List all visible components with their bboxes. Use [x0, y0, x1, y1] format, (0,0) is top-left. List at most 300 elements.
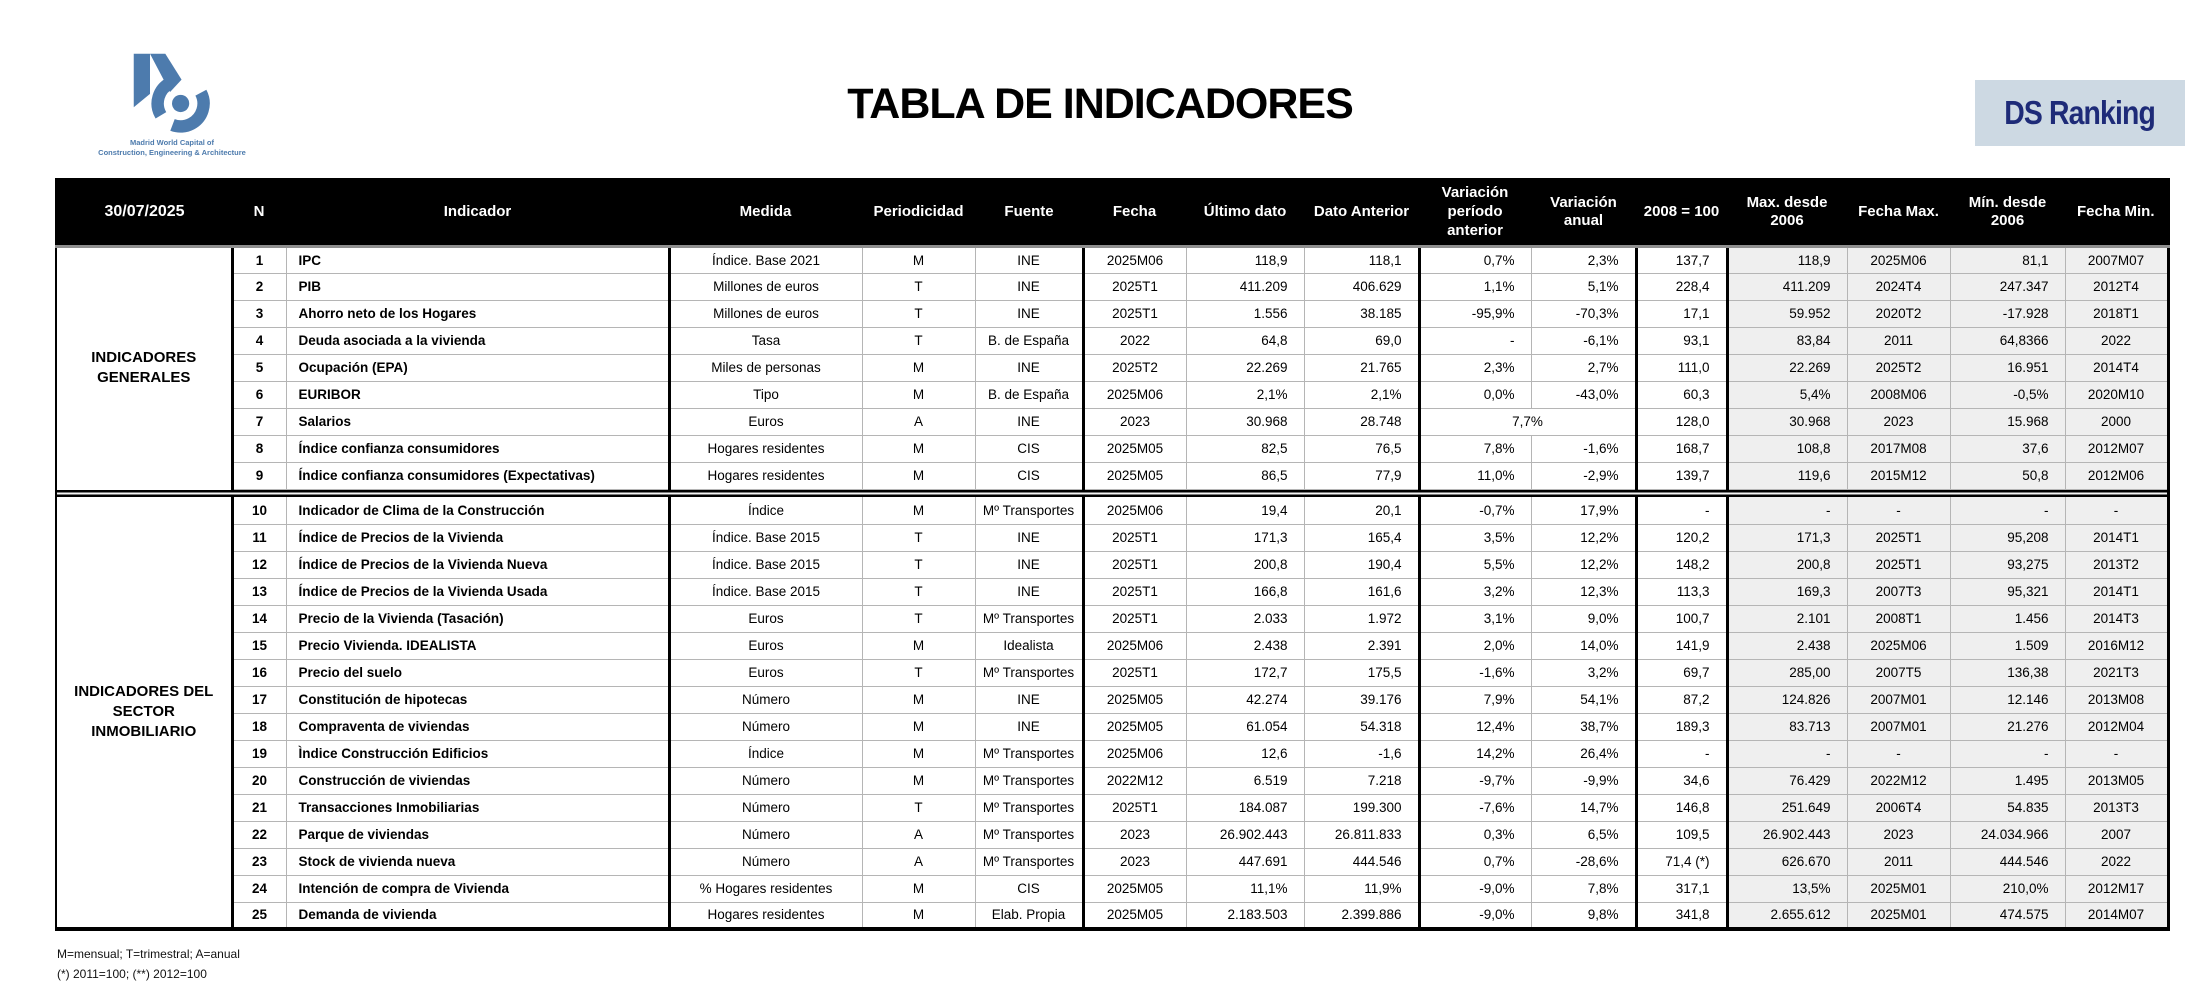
cell-fecha: 2025T1: [1083, 524, 1186, 551]
cell-variacion-anual: -2,9%: [1531, 462, 1636, 489]
cell-max-desde-2006: 626.670: [1727, 848, 1847, 875]
cell-ultimo-dato: 118,9: [1186, 246, 1304, 273]
cell-variacion-periodo: -0,7%: [1419, 497, 1531, 524]
cell-periodicidad: A: [862, 408, 975, 435]
cell-fecha: 2025M05: [1083, 902, 1186, 929]
cell-2008-100: 137,7: [1636, 246, 1727, 273]
cell-ultimo-dato: 22.269: [1186, 354, 1304, 381]
column-header: 2008 = 100: [1636, 179, 1727, 246]
cell-variacion-periodo: 5,5%: [1419, 551, 1531, 578]
cell-periodicidad: M: [862, 875, 975, 902]
cell-n: 23: [232, 848, 286, 875]
cell-variacion-anual: 6,5%: [1531, 821, 1636, 848]
cell-indicador: Precio Vivienda. IDEALISTA: [286, 632, 669, 659]
cell-variacion-anual: 12,2%: [1531, 524, 1636, 551]
cell-fuente: INE: [975, 578, 1083, 605]
table-row: [56, 551, 2168, 578]
cell-dato-anterior: 28.748: [1304, 408, 1419, 435]
cell-max-desde-2006: 2.101: [1727, 605, 1847, 632]
cell-2008-100: 141,9: [1636, 632, 1727, 659]
cell-variacion-anual: 26,4%: [1531, 740, 1636, 767]
cell-medida: Miles de personas: [669, 354, 862, 381]
cell-variacion-periodo: 1,1%: [1419, 273, 1531, 300]
cell-indicador: Índice confianza consumidores (Expectativas): [286, 462, 669, 489]
cell-2008-100: 139,7: [1636, 462, 1727, 489]
cell-2008-100: 317,1: [1636, 875, 1727, 902]
cell-max-desde-2006: 59.952: [1727, 300, 1847, 327]
cell-fecha-min: 2012M06: [2065, 462, 2168, 489]
cell-fecha-min: 2016M12: [2065, 632, 2168, 659]
cell-variacion-periodo: -9,0%: [1419, 902, 1531, 929]
cell-medida: Número: [669, 686, 862, 713]
table-row: [56, 821, 2168, 848]
table-row: [56, 246, 2168, 273]
cell-periodicidad: M: [862, 435, 975, 462]
cell-dato-anterior: 76,5: [1304, 435, 1419, 462]
cell-variacion-anual: 9,0%: [1531, 605, 1636, 632]
cell-periodicidad: T: [862, 659, 975, 686]
cell-periodicidad: M: [862, 632, 975, 659]
cell-ultimo-dato: 61.054: [1186, 713, 1304, 740]
column-header: 30/07/2025: [56, 179, 232, 246]
cell-n: 6: [232, 381, 286, 408]
cell-variacion-periodo: 7,8%: [1419, 435, 1531, 462]
cell-medida: Número: [669, 794, 862, 821]
cell-fecha: 2023: [1083, 848, 1186, 875]
cell-fecha-min: 2014M07: [2065, 902, 2168, 929]
column-header: Último dato: [1186, 179, 1304, 246]
cell-medida: Número: [669, 767, 862, 794]
column-header: Periodicidad: [862, 179, 975, 246]
cell-fuente: Mº Transportes: [975, 659, 1083, 686]
cell-2008-100: 17,1: [1636, 300, 1727, 327]
page-title: TABLA DE INDICADORES: [847, 80, 1353, 128]
column-header: Variación anual: [1531, 179, 1636, 246]
cell-periodicidad: M: [862, 246, 975, 273]
table-row: [56, 497, 2168, 524]
cell-indicador: Demanda de vivienda: [286, 902, 669, 929]
cell-fuente: INE: [975, 246, 1083, 273]
cell-min-desde-2006: 37,6: [1950, 435, 2065, 462]
cell-ultimo-dato: 447.691: [1186, 848, 1304, 875]
cell-fecha-min: 2014T1: [2065, 578, 2168, 605]
cell-fecha: 2025M06: [1083, 632, 1186, 659]
cell-n: 11: [232, 524, 286, 551]
cell-fecha-max: 2024T4: [1847, 273, 1950, 300]
cell-fecha-min: 2007M07: [2065, 246, 2168, 273]
cell-periodicidad: M: [862, 497, 975, 524]
cell-fuente: Mº Transportes: [975, 605, 1083, 632]
table-row: [56, 462, 2168, 489]
cell-n: 1: [232, 246, 286, 273]
cell-variacion-anual: 2,3%: [1531, 246, 1636, 273]
cell-variacion-anual: -28,6%: [1531, 848, 1636, 875]
cell-dato-anterior: 38.185: [1304, 300, 1419, 327]
cell-fecha-min: 2012M17: [2065, 875, 2168, 902]
cell-fecha: 2025T1: [1083, 794, 1186, 821]
cell-min-desde-2006: 1.495: [1950, 767, 2065, 794]
cell-variacion-periodo: 0,7%: [1419, 246, 1531, 273]
table-row: [56, 740, 2168, 767]
cell-fuente: Mº Transportes: [975, 821, 1083, 848]
cell-variacion-periodo: 11,0%: [1419, 462, 1531, 489]
cell-n: 20: [232, 767, 286, 794]
cell-medida: Hogares residentes: [669, 462, 862, 489]
cell-fecha-min: 2007: [2065, 821, 2168, 848]
cell-fecha-min: 2013T2: [2065, 551, 2168, 578]
cell-fecha-min: 2013T3: [2065, 794, 2168, 821]
cell-n: 9: [232, 462, 286, 489]
cell-dato-anterior: 11,9%: [1304, 875, 1419, 902]
cell-ultimo-dato: 171,3: [1186, 524, 1304, 551]
cell-ultimo-dato: 411.209: [1186, 273, 1304, 300]
cell-fuente: INE: [975, 686, 1083, 713]
cell-n: 15: [232, 632, 286, 659]
table-row: [56, 659, 2168, 686]
cell-variacion-periodo: -9,7%: [1419, 767, 1531, 794]
footnote-base-years: (*) 2011=100; (**) 2012=100: [57, 966, 207, 981]
column-header: N: [232, 179, 286, 246]
cell-fecha-max: 2025M06: [1847, 246, 1950, 273]
cell-fuente: Mº Transportes: [975, 497, 1083, 524]
cell-ultimo-dato: 2.033: [1186, 605, 1304, 632]
cell-ultimo-dato: 82,5: [1186, 435, 1304, 462]
cell-indicador: Índice de Precios de la Vivienda Nueva: [286, 551, 669, 578]
cell-2008-100: 341,8: [1636, 902, 1727, 929]
cell-fecha-max: 2023: [1847, 821, 1950, 848]
cell-n: 19: [232, 740, 286, 767]
cell-dato-anterior: 190,4: [1304, 551, 1419, 578]
cell-fuente: INE: [975, 354, 1083, 381]
cell-2008-100: 146,8: [1636, 794, 1727, 821]
cell-max-desde-2006: 171,3: [1727, 524, 1847, 551]
cell-variacion-periodo: 0,3%: [1419, 821, 1531, 848]
cell-min-desde-2006: 54.835: [1950, 794, 2065, 821]
cell-periodicidad: T: [862, 551, 975, 578]
cell-ultimo-dato: 200,8: [1186, 551, 1304, 578]
group-label: INDICADORES DEL SECTOR INMOBILIARIO: [56, 497, 232, 929]
cell-ultimo-dato: 2,1%: [1186, 381, 1304, 408]
cell-max-desde-2006: 108,8: [1727, 435, 1847, 462]
cell-medida: Hogares residentes: [669, 902, 862, 929]
cell-n: 4: [232, 327, 286, 354]
table-row: [56, 408, 2168, 435]
cell-fuente: INE: [975, 300, 1083, 327]
cell-max-desde-2006: 30.968: [1727, 408, 1847, 435]
cell-min-desde-2006: 247.347: [1950, 273, 2065, 300]
cell-dato-anterior: 21.765: [1304, 354, 1419, 381]
cell-fecha: 2025T1: [1083, 273, 1186, 300]
cell-dato-anterior: 39.176: [1304, 686, 1419, 713]
column-header: Indicador: [286, 179, 669, 246]
cell-medida: Índice: [669, 740, 862, 767]
cell-fecha-max: 2025M01: [1847, 902, 1950, 929]
cell-variacion-periodo: -1,6%: [1419, 659, 1531, 686]
cell-min-desde-2006: 95,208: [1950, 524, 2065, 551]
column-header: Fecha Min.: [2065, 179, 2168, 246]
cell-fuente: INE: [975, 408, 1083, 435]
cell-max-desde-2006: 119,6: [1727, 462, 1847, 489]
table-row: [56, 354, 2168, 381]
cell-min-desde-2006: 1.509: [1950, 632, 2065, 659]
cell-fuente: INE: [975, 551, 1083, 578]
cell-n: 7: [232, 408, 286, 435]
cell-min-desde-2006: 81,1: [1950, 246, 2065, 273]
cell-ultimo-dato: 2.183.503: [1186, 902, 1304, 929]
cell-periodicidad: M: [862, 686, 975, 713]
cell-indicador: Parque de viviendas: [286, 821, 669, 848]
cell-fecha-max: 2015M12: [1847, 462, 1950, 489]
cell-fuente: Mº Transportes: [975, 740, 1083, 767]
table-row: [56, 632, 2168, 659]
table-row: [56, 902, 2168, 929]
column-header: Dato Anterior: [1304, 179, 1419, 246]
cell-min-desde-2006: 15.968: [1950, 408, 2065, 435]
cell-max-desde-2006: 124.826: [1727, 686, 1847, 713]
cell-fecha-max: 2023: [1847, 408, 1950, 435]
cell-min-desde-2006: -: [1950, 740, 2065, 767]
logo-caption-line1: Madrid World Capital of: [129, 138, 215, 147]
cell-min-desde-2006: 210,0%: [1950, 875, 2065, 902]
cell-periodicidad: T: [862, 524, 975, 551]
cell-fecha: 2025M05: [1083, 713, 1186, 740]
cell-fuente: Mº Transportes: [975, 767, 1083, 794]
cell-max-desde-2006: 285,00: [1727, 659, 1847, 686]
cell-fecha-max: -: [1847, 497, 1950, 524]
cell-medida: Índice. Base 2021: [669, 246, 862, 273]
cell-min-desde-2006: 24.034.966: [1950, 821, 2065, 848]
cell-ultimo-dato: 172,7: [1186, 659, 1304, 686]
cell-fecha-min: 2013M08: [2065, 686, 2168, 713]
cell-medida: Millones de euros: [669, 273, 862, 300]
cell-min-desde-2006: -: [1950, 497, 2065, 524]
cell-max-desde-2006: 83.713: [1727, 713, 1847, 740]
cell-medida: Número: [669, 848, 862, 875]
cell-fecha-min: 2018T1: [2065, 300, 2168, 327]
cell-fecha: 2022M12: [1083, 767, 1186, 794]
cell-max-desde-2006: 83,84: [1727, 327, 1847, 354]
cell-fecha: 2025T1: [1083, 551, 1186, 578]
cell-n: 2: [232, 273, 286, 300]
cell-min-desde-2006: 93,275: [1950, 551, 2065, 578]
cell-ultimo-dato: 12,6: [1186, 740, 1304, 767]
cell-fecha-max: 2008T1: [1847, 605, 1950, 632]
cell-2008-100: 189,3: [1636, 713, 1727, 740]
footnote-periodicity: M=mensual; T=trimestral; A=anual: [57, 947, 240, 961]
table-row: [56, 524, 2168, 551]
cell-variacion-merged: 7,7%: [1419, 408, 1636, 435]
cell-ultimo-dato: 6.519: [1186, 767, 1304, 794]
cell-fecha-max: 2020T2: [1847, 300, 1950, 327]
cell-max-desde-2006: -: [1727, 740, 1847, 767]
cell-variacion-periodo: 3,1%: [1419, 605, 1531, 632]
cell-fecha-max: 2025M06: [1847, 632, 1950, 659]
cell-variacion-periodo: 7,9%: [1419, 686, 1531, 713]
cell-variacion-anual: -6,1%: [1531, 327, 1636, 354]
cell-min-desde-2006: -0,5%: [1950, 381, 2065, 408]
cell-fecha: 2023: [1083, 821, 1186, 848]
cell-max-desde-2006: 26.902.443: [1727, 821, 1847, 848]
column-header: Mín. desde 2006: [1950, 179, 2065, 246]
cell-periodicidad: M: [862, 462, 975, 489]
cell-2008-100: 148,2: [1636, 551, 1727, 578]
cell-variacion-anual: 2,7%: [1531, 354, 1636, 381]
cell-n: 12: [232, 551, 286, 578]
cell-fecha-min: 2012T4: [2065, 273, 2168, 300]
column-header: Variación período anterior: [1419, 179, 1531, 246]
cell-ultimo-dato: 166,8: [1186, 578, 1304, 605]
cell-2008-100: 109,5: [1636, 821, 1727, 848]
cell-fecha-max: 2017M08: [1847, 435, 1950, 462]
cell-variacion-anual: -43,0%: [1531, 381, 1636, 408]
cell-ultimo-dato: 64,8: [1186, 327, 1304, 354]
cell-variacion-periodo: -9,0%: [1419, 875, 1531, 902]
cell-min-desde-2006: -17.928: [1950, 300, 2065, 327]
cell-n: 8: [232, 435, 286, 462]
cell-fecha-min: 2014T1: [2065, 524, 2168, 551]
cell-fecha-max: 2011: [1847, 848, 1950, 875]
cell-variacion-periodo: -7,6%: [1419, 794, 1531, 821]
cell-fecha: 2025M05: [1083, 435, 1186, 462]
cell-variacion-anual: 14,0%: [1531, 632, 1636, 659]
cell-fecha: 2022: [1083, 327, 1186, 354]
cell-dato-anterior: 54.318: [1304, 713, 1419, 740]
cell-fecha-min: 2012M04: [2065, 713, 2168, 740]
cell-medida: Índice. Base 2015: [669, 578, 862, 605]
cell-variacion-periodo: 0,7%: [1419, 848, 1531, 875]
cell-fecha-max: 2007T3: [1847, 578, 1950, 605]
cell-2008-100: 69,7: [1636, 659, 1727, 686]
column-header: Fecha Max.: [1847, 179, 1950, 246]
footnotes: [57, 945, 240, 985]
cell-indicador: Ìndice Construcción Edificios: [286, 740, 669, 767]
cell-max-desde-2006: 13,5%: [1727, 875, 1847, 902]
table-row: [56, 435, 2168, 462]
cell-ultimo-dato: 26.902.443: [1186, 821, 1304, 848]
cell-2008-100: 111,0: [1636, 354, 1727, 381]
cell-periodicidad: A: [862, 848, 975, 875]
cell-periodicidad: A: [862, 821, 975, 848]
cell-variacion-anual: 54,1%: [1531, 686, 1636, 713]
cell-dato-anterior: 77,9: [1304, 462, 1419, 489]
cell-dato-anterior: 2.391: [1304, 632, 1419, 659]
cell-periodicidad: M: [862, 713, 975, 740]
table-row: [56, 767, 2168, 794]
cell-fuente: Elab. Propia: [975, 902, 1083, 929]
cell-fecha-max: 2007M01: [1847, 713, 1950, 740]
cell-medida: Número: [669, 713, 862, 740]
cell-fecha: 2025T1: [1083, 578, 1186, 605]
cell-dato-anterior: 161,6: [1304, 578, 1419, 605]
cell-variacion-anual: 7,8%: [1531, 875, 1636, 902]
table-row: [56, 578, 2168, 605]
section-divider-bar: [56, 489, 2168, 497]
cell-dato-anterior: 1.972: [1304, 605, 1419, 632]
table-row: [56, 381, 2168, 408]
cell-medida: Euros: [669, 659, 862, 686]
cell-variacion-periodo: 0,0%: [1419, 381, 1531, 408]
cell-fuente: CIS: [975, 462, 1083, 489]
cell-variacion-anual: 38,7%: [1531, 713, 1636, 740]
column-header: Fuente: [975, 179, 1083, 246]
cell-medida: Euros: [669, 632, 862, 659]
cell-min-desde-2006: 1.456: [1950, 605, 2065, 632]
cell-fecha-min: 2022: [2065, 848, 2168, 875]
logo-caption-line2: Construction, Engineering & Architecture: [98, 148, 246, 158]
cell-variacion-anual: 14,7%: [1531, 794, 1636, 821]
cell-n: 14: [232, 605, 286, 632]
cell-2008-100: 87,2: [1636, 686, 1727, 713]
indicators-thead: [56, 179, 2168, 246]
cell-2008-100: 128,0: [1636, 408, 1727, 435]
table-row: [56, 794, 2168, 821]
cell-medida: Hogares residentes: [669, 435, 862, 462]
cell-variacion-periodo: -95,9%: [1419, 300, 1531, 327]
cell-fecha-max: 2025M01: [1847, 875, 1950, 902]
cell-dato-anterior: 20,1: [1304, 497, 1419, 524]
cell-min-desde-2006: 12.146: [1950, 686, 2065, 713]
cell-indicador: EURIBOR: [286, 381, 669, 408]
cell-max-desde-2006: 22.269: [1727, 354, 1847, 381]
cell-2008-100: -: [1636, 497, 1727, 524]
cell-variacion-periodo: 14,2%: [1419, 740, 1531, 767]
cell-indicador: Índice de Precios de la Vivienda Usada: [286, 578, 669, 605]
table-row: [56, 848, 2168, 875]
cell-min-desde-2006: 16.951: [1950, 354, 2065, 381]
cell-min-desde-2006: 95,321: [1950, 578, 2065, 605]
cell-medida: Tipo: [669, 381, 862, 408]
cell-variacion-anual: 17,9%: [1531, 497, 1636, 524]
cell-fecha: 2025M06: [1083, 381, 1186, 408]
cell-fecha-min: 2014T3: [2065, 605, 2168, 632]
cell-2008-100: 100,7: [1636, 605, 1727, 632]
cell-2008-100: 228,4: [1636, 273, 1727, 300]
cell-periodicidad: M: [862, 354, 975, 381]
cell-indicador: Transacciones Inmobiliarias: [286, 794, 669, 821]
cell-indicador: Precio de la Vivienda (Tasación): [286, 605, 669, 632]
cell-dato-anterior: 26.811.833: [1304, 821, 1419, 848]
group-label: INDICADORES GENERALES: [56, 246, 232, 489]
cell-max-desde-2006: 200,8: [1727, 551, 1847, 578]
cell-variacion-anual: 3,2%: [1531, 659, 1636, 686]
cell-medida: Índice. Base 2015: [669, 551, 862, 578]
cell-dato-anterior: 406.629: [1304, 273, 1419, 300]
header-row: [56, 179, 2168, 246]
cell-max-desde-2006: 5,4%: [1727, 381, 1847, 408]
cell-max-desde-2006: 76.429: [1727, 767, 1847, 794]
cell-dato-anterior: 7.218: [1304, 767, 1419, 794]
cell-indicador: Ocupación (EPA): [286, 354, 669, 381]
cell-min-desde-2006: 474.575: [1950, 902, 2065, 929]
cell-indicador: Construcción de viviendas: [286, 767, 669, 794]
cell-2008-100: 34,6: [1636, 767, 1727, 794]
cell-medida: Euros: [669, 408, 862, 435]
indicators-table: [55, 178, 2170, 931]
cell-n: 16: [232, 659, 286, 686]
cell-max-desde-2006: 2.655.612: [1727, 902, 1847, 929]
cell-fecha-max: 2007M01: [1847, 686, 1950, 713]
table-row: [56, 686, 2168, 713]
cell-medida: Euros: [669, 605, 862, 632]
cell-variacion-anual: -70,3%: [1531, 300, 1636, 327]
table-row: [56, 605, 2168, 632]
cell-ultimo-dato: 42.274: [1186, 686, 1304, 713]
cell-fecha-min: 2020M10: [2065, 381, 2168, 408]
cell-dato-anterior: 2.399.886: [1304, 902, 1419, 929]
cell-medida: Índice. Base 2015: [669, 524, 862, 551]
table-row: [56, 300, 2168, 327]
cell-fecha: 2025T1: [1083, 300, 1186, 327]
